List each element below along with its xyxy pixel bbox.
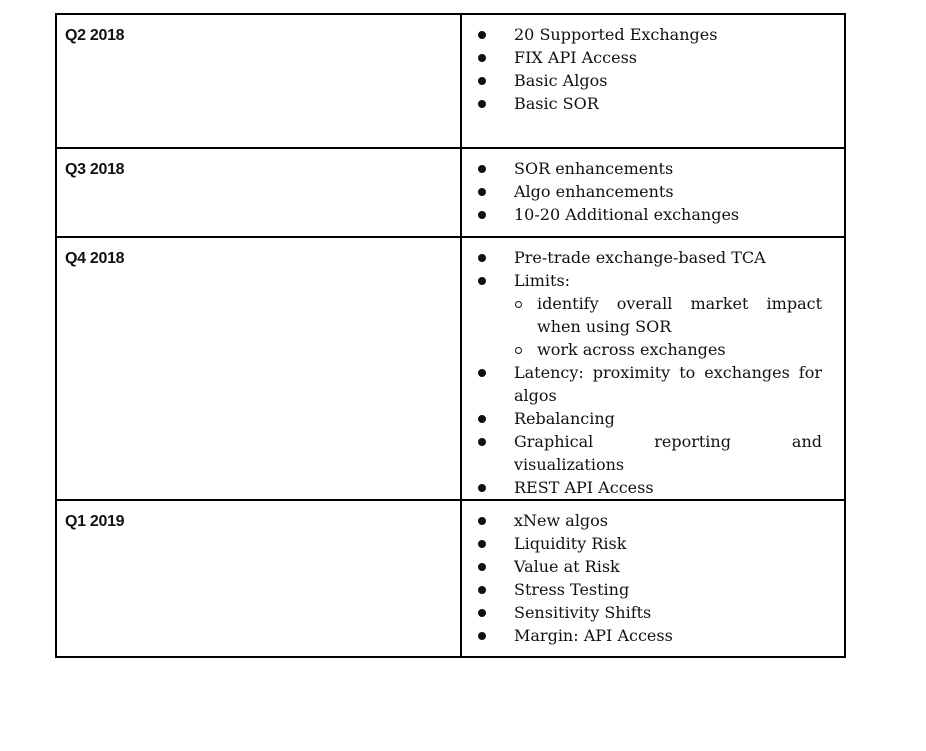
hollow-bullet-icon bbox=[515, 301, 522, 308]
bullet-icon bbox=[478, 632, 486, 640]
quarter-label: Q2 2018 bbox=[65, 27, 125, 44]
quarter-cell bbox=[56, 237, 461, 500]
bullet-icon bbox=[478, 54, 486, 62]
bullet-icon bbox=[478, 438, 486, 446]
feature-list bbox=[462, 23, 822, 115]
items-cell bbox=[461, 148, 845, 237]
feature-item: Graphical reporting and visualizations bbox=[462, 430, 822, 476]
bullet-icon bbox=[478, 517, 486, 525]
roadmap-row-q4-2018 bbox=[56, 237, 845, 500]
hollow-bullet-icon bbox=[515, 347, 522, 354]
feature-item: Liquidity Risk bbox=[462, 532, 822, 555]
feature-item: Margin: API Access bbox=[462, 624, 822, 647]
items-cell bbox=[461, 500, 845, 657]
quarter-cell bbox=[56, 148, 461, 237]
bullet-icon bbox=[478, 100, 486, 108]
feature-item: Basic Algos bbox=[462, 69, 822, 92]
feature-item: Latency: proximity to exchanges for algos bbox=[462, 361, 822, 407]
bullet-icon bbox=[478, 31, 486, 39]
items-cell bbox=[461, 14, 845, 148]
feature-item: Algo enhancements bbox=[462, 180, 822, 203]
feature-list bbox=[462, 509, 822, 647]
bullet-icon bbox=[478, 484, 486, 492]
bullet-icon bbox=[478, 563, 486, 571]
roadmap-row-q2-2018 bbox=[56, 14, 845, 148]
bullet-icon bbox=[478, 188, 486, 196]
feature-item: 10-20 Additional exchanges bbox=[462, 203, 822, 226]
limits-sublist bbox=[514, 292, 822, 361]
bullet-icon bbox=[478, 77, 486, 85]
items-cell bbox=[461, 237, 845, 500]
feature-item: Value at Risk bbox=[462, 555, 822, 578]
feature-item: xNew algos bbox=[462, 509, 822, 532]
feature-item: 20 Supported Exchanges bbox=[462, 23, 822, 46]
quarter-label: Q3 2018 bbox=[65, 161, 125, 178]
bullet-icon bbox=[478, 540, 486, 548]
quarter-cell bbox=[56, 14, 461, 148]
bullet-icon bbox=[478, 211, 486, 219]
bullet-icon bbox=[478, 369, 486, 377]
roadmap-row-q1-2019 bbox=[56, 500, 845, 657]
bullet-icon bbox=[478, 415, 486, 423]
feature-item: Stress Testing bbox=[462, 578, 822, 601]
feature-item-limits: Limits: identify overall market impact when using SOR work across exchanges bbox=[462, 269, 822, 361]
feature-item: Sensitivity Shifts bbox=[462, 601, 822, 624]
roadmap-row-q3-2018 bbox=[56, 148, 845, 237]
bullet-icon bbox=[478, 277, 486, 285]
feature-item: Rebalancing bbox=[462, 407, 822, 430]
feature-item: Basic SOR bbox=[462, 92, 822, 115]
bullet-icon bbox=[478, 254, 486, 262]
roadmap-table bbox=[55, 13, 846, 658]
sub-item: identify overall market impact when using SOR bbox=[514, 292, 822, 338]
quarter-label: Q1 2019 bbox=[65, 513, 125, 530]
feature-item: REST API Access bbox=[462, 476, 822, 499]
feature-item: FIX API Access bbox=[462, 46, 822, 69]
bullet-icon bbox=[478, 586, 486, 594]
feature-item: Pre-trade exchange-based TCA bbox=[462, 246, 822, 269]
feature-list bbox=[462, 246, 822, 499]
bullet-icon bbox=[478, 165, 486, 173]
feature-item: SOR enhancements bbox=[462, 157, 822, 180]
feature-list bbox=[462, 157, 822, 226]
quarter-cell bbox=[56, 500, 461, 657]
quarter-label: Q4 2018 bbox=[65, 250, 125, 267]
bullet-icon bbox=[478, 609, 486, 617]
sub-item: work across exchanges bbox=[514, 338, 822, 361]
